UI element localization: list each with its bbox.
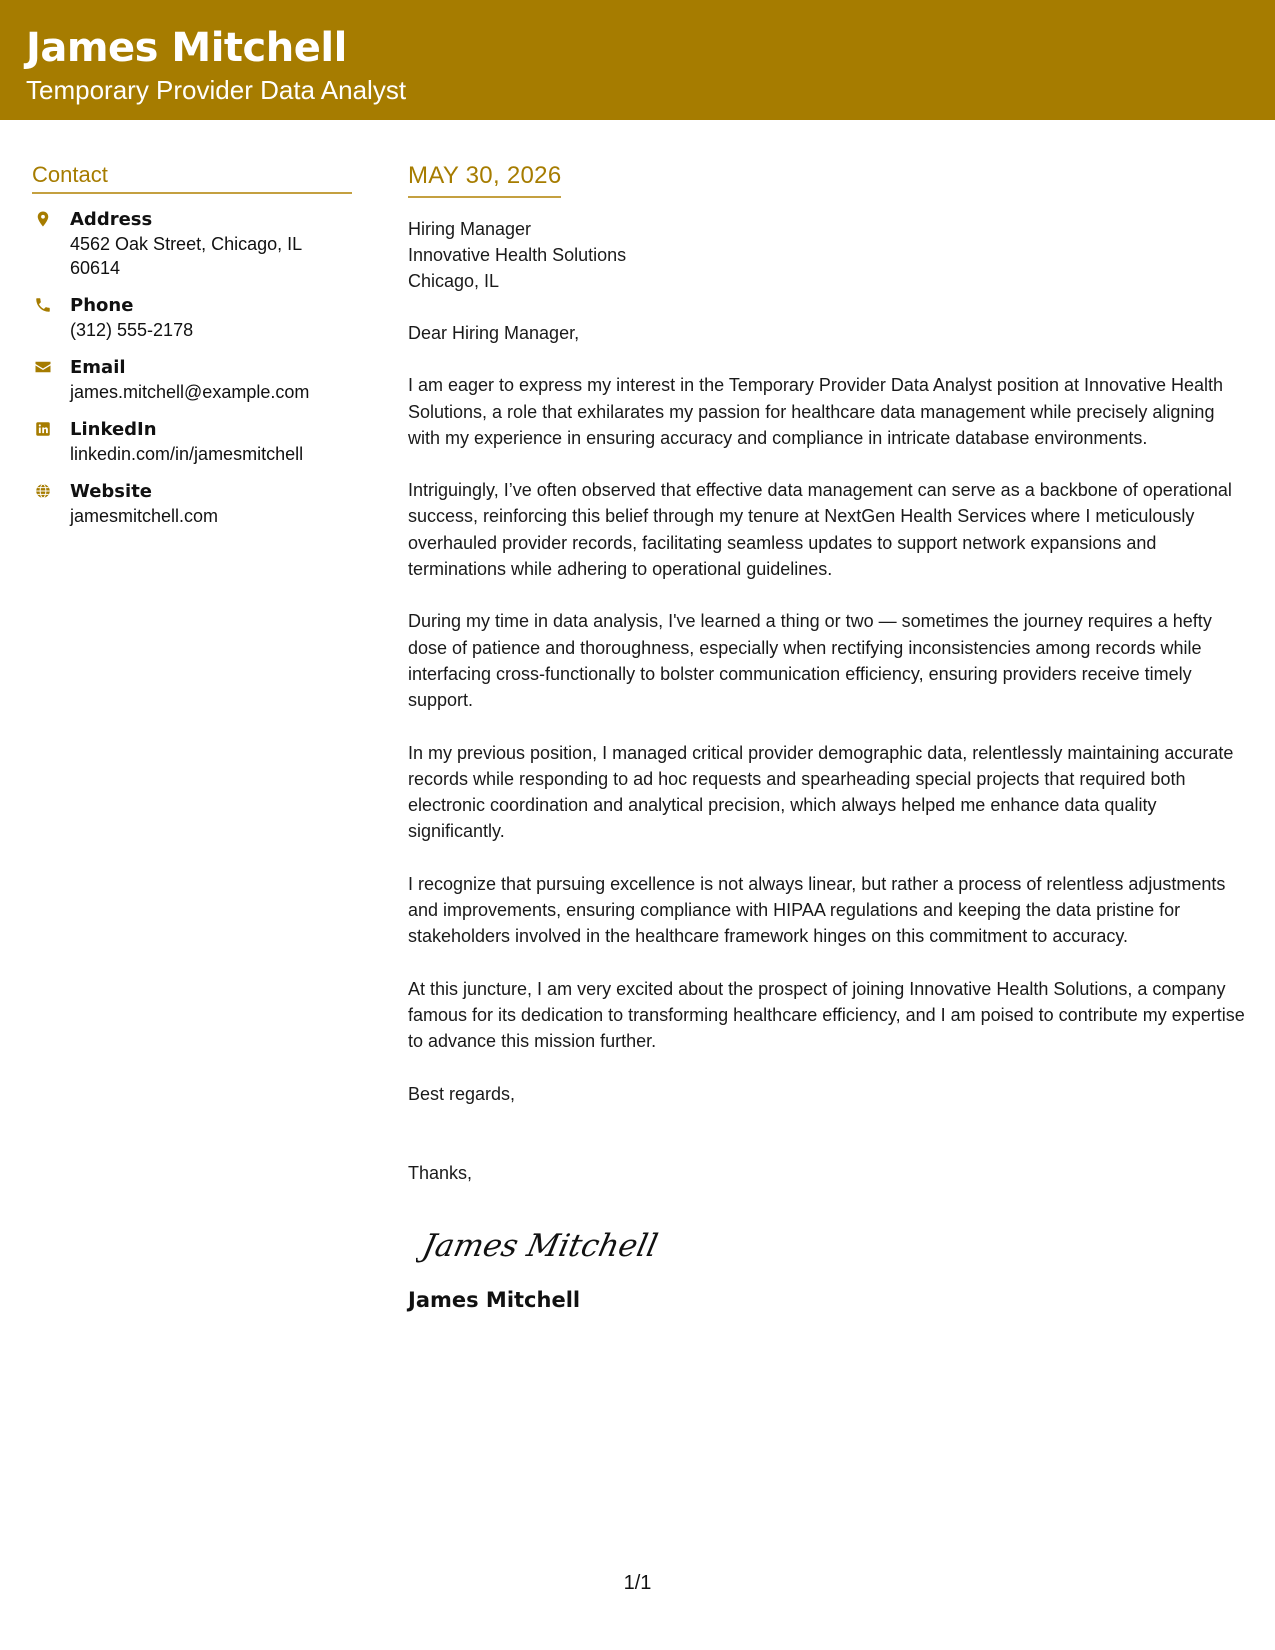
map-pin-icon [32,208,70,280]
recipient-location: Chicago, IL [408,271,500,291]
linkedin-icon [32,418,70,466]
paragraph: I am eager to express my interest in the Temporary Provider Data Analyst position at Innovative Health Solutions, a role that exhilarates my passion for healthcare data management while precisely aligning with my experience in ensuring accuracy and compliance in intricate database environments. [408,375,1224,448]
contact-address [32,208,352,280]
address-label: Address [70,209,153,230]
phone-label: Phone [70,295,134,316]
envelope-icon [32,356,70,404]
page-number: 1/1 [623,1572,652,1594]
email-value: james.mitchell@example.com [70,382,310,402]
closing: Best regards, [408,1083,516,1104]
contact-sidebar [32,162,352,528]
globe-icon [32,480,70,528]
phone-icon [32,294,70,342]
recipient-line: Hiring Manager [408,219,532,239]
salutation: Dear Hiring Manager, [408,323,580,343]
website-value: jamesmitchell.com [70,506,219,526]
applicant-name: James Mitchell [26,25,347,71]
paragraph: At this juncture, I am very excited about the prospect of joining Innovative Health Solutions, a company famous for its dedication to transforming healthcare efficiency, and I am poised to contribute my expertise to advance this mission further. [408,978,1245,1052]
paragraph: I recognize that pursuing excellence is not always linear, but rather a process of relentless adjustments and improvements, ensuring compliance with HIPAA regulations and keeping the data pristine for stakeholders involved in the healthcare framework hinges on this commitment to accuracy. [408,873,1226,947]
contact-website [32,480,352,528]
phone-value: (312) 555-2178 [70,320,194,340]
signed-name: James Mitchell [408,1287,581,1312]
signature-script: James Mitchell [419,1227,661,1264]
recipient-company: Innovative Health Solutions [408,245,627,265]
letter-body [408,162,1248,1312]
paragraph: During my time in data analysis, I've learned a thing or two — sometimes the journey requires a hefty dose of patience and thoroughness, especially when rectifying inconsistencies among records while interfacing cross-functionally to bolster communication efficiency, ensuring providers receive timely support. [408,611,1212,711]
job-title: Temporary Provider Data Analyst [26,75,407,105]
email-label: Email [70,357,126,378]
paragraph: Intriguingly, I’ve often observed that effective data management can serve as a backbone of operational success, reinforcing this belief through my tenure at NextGen Health Services where I meticulously overhauled provider records, facilitating seamless updates to support network expansions and terminations while adhering to operational guidelines. [408,480,1232,580]
paragraph: In my previous position, I managed critical provider demographic data, relentlessly maintaining accurate records while responding to ad hoc requests and spearheading special projects that required both electronic coordination and analytical precision, which always helped me enhance data quality significantly. [408,742,1234,842]
address-value: 4562 Oak Street, Chicago, IL 60614 [70,234,302,278]
contact-email [32,356,352,404]
contact-linkedin [32,418,352,466]
linkedin-label: LinkedIn [70,419,157,440]
contact-heading: Contact [32,162,352,194]
letter-date: MAY 30, 2026 [408,162,561,198]
linkedin-value: linkedin.com/in/jamesmitchell [70,444,304,464]
website-label: Website [70,481,153,502]
handwritten-signature [416,1214,666,1274]
thanks: Thanks, [408,1162,473,1183]
recipient-block [408,216,1248,294]
contact-phone [32,294,352,342]
header-banner [0,0,1275,120]
